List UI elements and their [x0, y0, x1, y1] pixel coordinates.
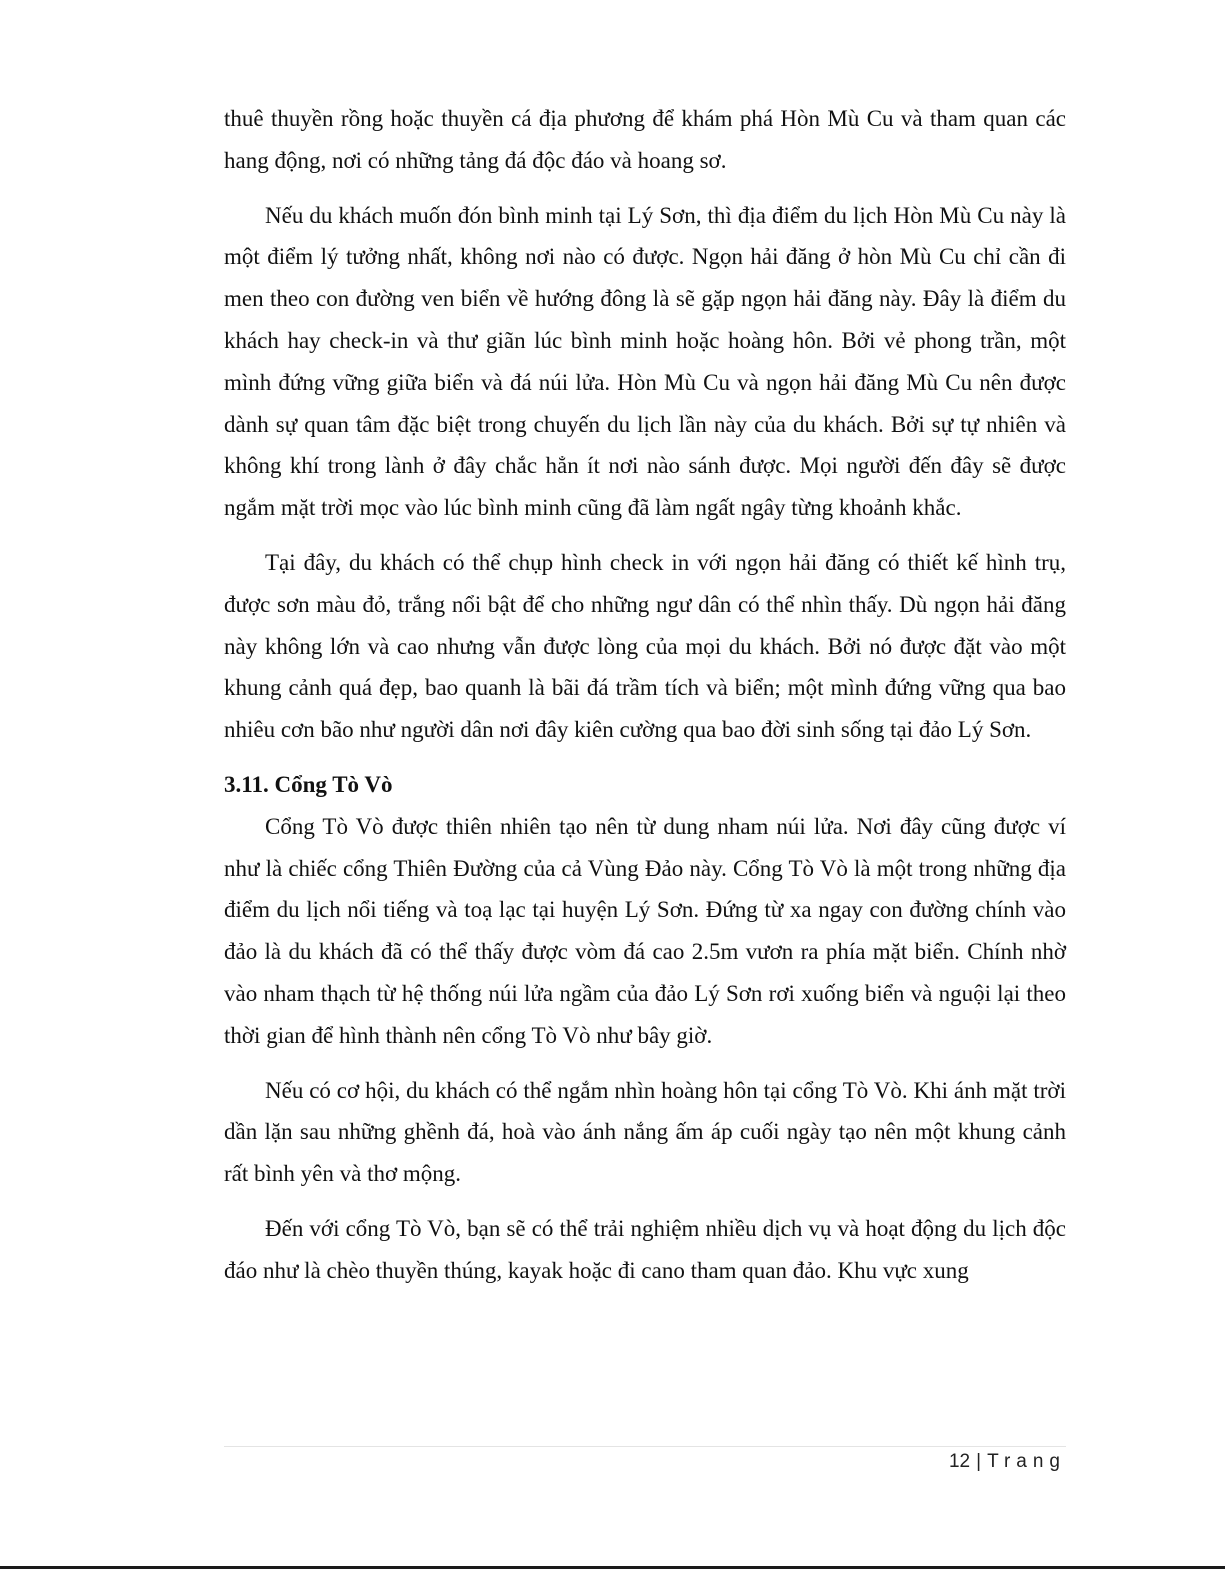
section-heading: 3.11. Cổng Tò Vò — [224, 771, 393, 797]
page-number: 12 — [948, 1451, 971, 1472]
section-body — [224, 806, 1066, 1292]
paragraph-activities: Đến với cổng Tò Vò, bạn sẽ có thể trải nghiệm nhiều dịch vụ và hoạt động du lịch độc đáo như là chèo thuyền thúng, kayak hoặc đi cano tham quan đảo. Khu vực xung — [224, 1215, 1066, 1283]
page-bottom-edge — [0, 1566, 1225, 1569]
footer-divider — [224, 1446, 1066, 1447]
paragraph-sunrise-mu-cu: Nếu du khách muốn đón bình minh tại Lý Sơn, thì địa điểm du lịch Hòn Mù Cu này là một điểm lý tưởng nhất, không nơi nào có được. Ngọn hải đăng ở hòn Mù Cu chỉ cần đi men theo con đường ven biển về hướng đông là sẽ gặp ngọn hải đăng này. Đây là điểm du khách hay check-in và thư giãn lúc bình minh hoặc hoàng hôn. Bởi vẻ phong trần, một mình đứng vững giữa biển và đá núi lửa. Hòn Mù Cu và ngọn hải đăng Mù Cu nên được dành sự quan tâm đặc biệt trong chuyến du lịch lần này của du khách. Bởi sự tự nhiên và không khí trong lành ở đây chắc hẳn ít nơi nào sánh được. Mọi người đến đây sẽ được ngắm mặt trời mọc vào lúc bình minh cũng đã làm ngất ngây từng khoảnh khắc. — [224, 202, 1066, 521]
footer-separator: | — [976, 1451, 982, 1472]
paragraph-sunset: Nếu có cơ hội, du khách có thể ngắm nhìn hoàng hôn tại cổng Tò Vò. Khi ánh mặt trời dần lặn sau những ghềnh đá, hoà vào ánh nắng ấm áp cuối ngày tạo nên một khung cảnh rất bình yên và thơ mộng. — [224, 1077, 1066, 1187]
paragraph-lighthouse: Tại đây, du khách có thể chụp hình check in với ngọn hải đăng có thiết kế hình trụ, được sơn màu đỏ, trắng nổi bật để cho những ngư dân có thể nhìn thấy. Dù ngọn hải đăng này không lớn và cao nhưng vẫn được lòng của mọi du khách. Bởi nó được đặt vào một khung cảnh quá đẹp, bao quanh là bãi đá trầm tích và biển; một mình đứng vững qua bao nhiêu cơn bão như người dân nơi đây kiên cường qua bao đời sinh sống tại đảo Lý Sơn. — [224, 549, 1066, 743]
paragraph-continuation: thuê thuyền rồng hoặc thuyền cá địa phương để khám phá Hòn Mù Cu và tham quan các hang động, nơi có những tảng đá độc đáo và hoang sơ. — [224, 106, 1066, 173]
document-page — [224, 98, 1066, 1305]
page-word: Trang — [987, 1451, 1066, 1472]
page-footer — [949, 1450, 1066, 1474]
paragraph-to-vo-gate: Cổng Tò Vò được thiên nhiên tạo nên từ dung nham núi lửa. Nơi đây cũng được ví như là chiếc cổng Thiên Đường của cả Vùng Đảo này. Cổng Tò Vò là một trong những địa điểm du lịch nổi tiếng và toạ lạc tại huyện Lý Sơn. Đứng từ xa ngay con đường chính vào đảo là du khách đã có thể thấy được vòm đá cao 2.5m vươn ra phía mặt biển. Chính nhờ vào nham thạch từ hệ thống núi lửa ngầm của đảo Lý Sơn rơi xuống biển và nguội lại theo thời gian để hình thành nên cổng Tò Vò như bây giờ. — [224, 813, 1066, 1048]
